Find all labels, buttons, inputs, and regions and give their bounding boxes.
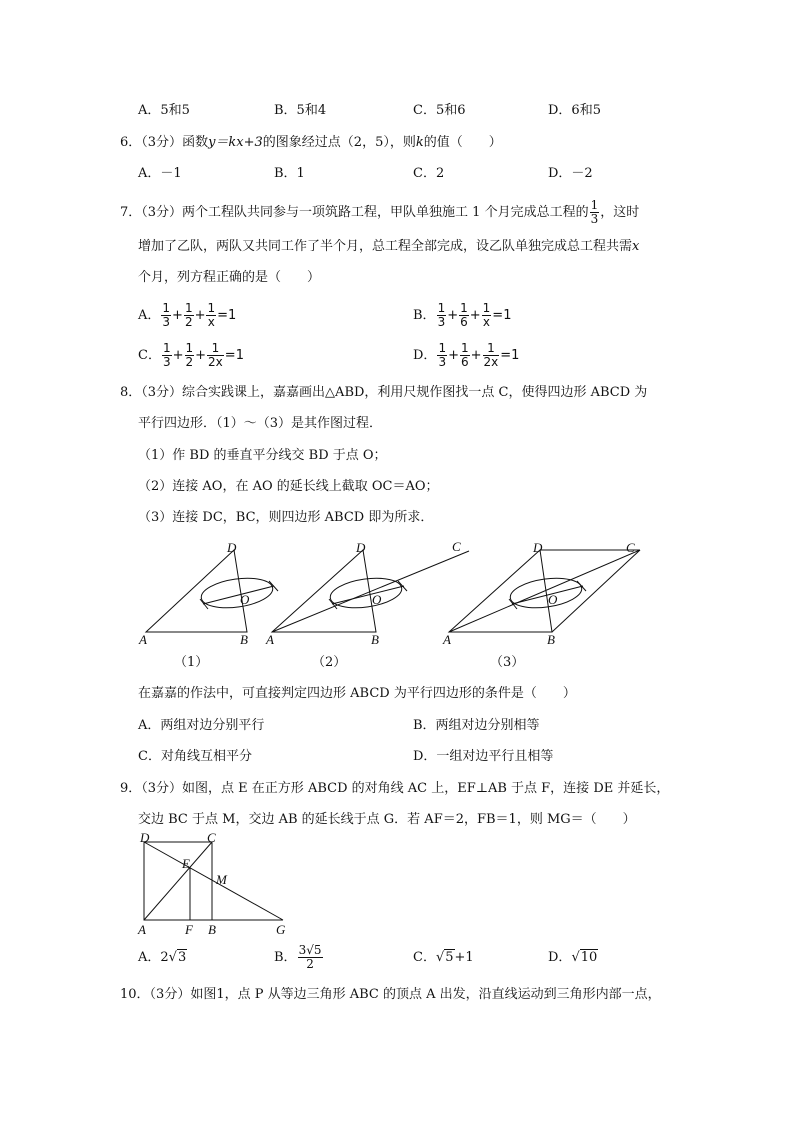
q7-option-a	[138, 300, 236, 332]
q7-option-fraction	[437, 342, 447, 369]
q7-option-tail: =1	[492, 308, 512, 323]
plus-sign: +	[172, 348, 184, 363]
q10-line1-text: （3分）如图1，点 P 从等边三角形 ABC 的顶点 A 出发，沿直线运动到三角形内部一点，	[149, 987, 661, 1002]
q8-step2: （2）连接 AO，在 AO 的延长线上截取 OC＝AO；	[138, 479, 439, 494]
q8-fig-caption-3: （3）	[490, 655, 525, 670]
fig3-label-d: D	[533, 540, 543, 555]
fraction-numerator: 1	[184, 301, 193, 315]
q9-number: 9．	[120, 781, 142, 796]
q6-text-pre: 函数	[182, 135, 209, 150]
fraction-denominator: x	[207, 315, 215, 329]
q5-option-b: B．5和4	[274, 103, 327, 118]
q7-option-fraction	[185, 342, 195, 369]
plus-sign: +	[470, 348, 482, 363]
q6-option-a: A．－1	[138, 166, 182, 181]
q7-frac-num: 1	[590, 198, 599, 212]
q8-line2: 平行四边形．（1）～（3）是其作图过程．	[138, 416, 383, 431]
fraction-denominator: 3	[438, 355, 447, 369]
plus-sign: +	[195, 348, 207, 363]
q7-option-tail: =1	[500, 348, 520, 363]
q7-option-c	[138, 340, 244, 372]
q9-option-a	[138, 948, 187, 968]
q9-option-d-radicand: 10	[580, 950, 598, 965]
q7-var-x: x	[632, 239, 640, 254]
fraction-denominator: 6	[460, 315, 468, 329]
q9-option-d-label: D．	[548, 950, 572, 965]
fraction-denominator: x	[482, 315, 491, 329]
fig1-label-a: A	[139, 632, 147, 647]
q5-option-d: D．6和5	[548, 103, 601, 118]
q7-option-label: C．	[138, 348, 161, 363]
q6-formula: y＝kx+3	[208, 135, 263, 150]
fraction-numerator: 1	[207, 342, 224, 356]
fraction-denominator: 3	[437, 315, 446, 329]
fraction-numerator: 1	[460, 301, 468, 315]
fraction-numerator: 1	[483, 342, 500, 356]
q9-option-c-label: C．	[413, 950, 436, 965]
q9-option-a-coef: 2	[160, 950, 169, 965]
plus-sign: +	[448, 348, 459, 363]
q9-label-b: B	[208, 922, 216, 937]
q7-line2	[138, 237, 639, 257]
q8-option-c: C．对角线互相平分	[138, 749, 252, 764]
fraction-denominator: 6	[460, 355, 469, 369]
q9-label-d: D	[140, 832, 150, 845]
q8-fig-caption-2: （2）	[312, 655, 347, 670]
fraction-denominator: 3	[162, 315, 171, 329]
fig1-label-o: O	[240, 592, 250, 607]
q7-line2-text: 增加了乙队，两队又共同工作了半个月，总工程全部完成，设乙队单独完成总工程共需	[138, 239, 633, 254]
fraction-numerator: 1	[185, 341, 194, 355]
q7-option-fraction	[437, 302, 447, 329]
fig1-label-d: D	[227, 540, 237, 555]
q8-line1	[120, 383, 647, 403]
q10-line1	[120, 985, 661, 1005]
q7-option-fraction	[206, 302, 216, 329]
plus-sign: +	[447, 308, 459, 323]
q10-number: 10．	[120, 987, 150, 1002]
q7-option-fraction	[161, 302, 171, 329]
q9-option-b-frac	[298, 944, 323, 971]
q8-option-b: B．两组对边分别相等	[413, 718, 540, 733]
fig3-label-a: A	[443, 632, 451, 647]
fig2-label-o: O	[372, 592, 382, 607]
q9-option-b-label: B．	[274, 950, 297, 965]
q7-option-fraction	[482, 302, 492, 329]
q7-option-fraction	[207, 342, 224, 369]
fraction-denominator: 2	[184, 315, 193, 329]
fig3-label-o: O	[548, 592, 558, 607]
q8-figure-3	[449, 550, 640, 632]
q9-label-g: G	[276, 922, 286, 937]
q9-label-c: C	[207, 832, 216, 845]
q9-label-a: A	[138, 922, 146, 937]
fraction-numerator: 1	[438, 341, 447, 355]
q9-option-b-num-coef: 3	[298, 943, 307, 957]
q9-option-c	[413, 948, 474, 968]
fraction-numerator: 1	[437, 301, 446, 315]
q5-option-c: C．5和6	[413, 103, 466, 118]
q6-text-end: 的值（ ）	[423, 135, 502, 150]
fig3-label-c: C	[626, 540, 635, 555]
q8-figures	[0, 535, 794, 675]
q7-option-fraction	[483, 342, 500, 369]
fraction-denominator: 3	[162, 355, 171, 369]
q7-option-d	[413, 340, 519, 372]
q7-line3: 个月，列方程正确的是（ ）	[138, 270, 321, 285]
fraction-numerator: 1	[482, 301, 491, 315]
q9-label-e: E	[182, 856, 190, 871]
q8-option-d: D．一组对边平行且相等	[413, 749, 554, 764]
q9-label-m: M	[216, 872, 227, 887]
q9-option-b-num: 3√5	[298, 943, 322, 957]
q9-option-b-num-radicand: 5	[313, 943, 322, 957]
q7-option-label: A．	[138, 308, 161, 323]
q7-option-b	[413, 300, 511, 332]
q8-step3: （3）连接 DC，BC，则四边形 ABCD 即为所求．	[138, 510, 434, 525]
fig1-label-b: B	[240, 632, 248, 647]
q7-option-tail: =1	[217, 308, 237, 323]
q8-question: 在嘉嘉的作法中，可直接判定四边形 ABCD 为平行四边形的条件是（ ）	[138, 686, 576, 701]
fraction-numerator: 1	[162, 301, 171, 315]
q5-option-a: A．5和5	[138, 103, 190, 118]
q9-option-a-label: A．	[138, 950, 161, 965]
q9-option-c-radicand: 5	[445, 950, 454, 965]
q7-number: 7．	[120, 205, 142, 220]
q6-option-b: B．1	[274, 166, 305, 181]
q7-frac-den: 3	[590, 212, 599, 226]
q9-line1-text: （3分）如图，点 E 在正方形 ABCD 的对角线 AC 上，EF⊥AB 于点 F，连接 DE 并延长，	[141, 781, 670, 796]
q8-step1: （1）作 BD 的垂直平分线交 BD 于点 O；	[138, 448, 387, 463]
q9-option-c-tail: +1	[454, 950, 474, 965]
q9-option-c-sqrt: √5	[435, 950, 454, 965]
q9-option-b-den: 2	[306, 957, 314, 971]
q7-option-fraction	[459, 302, 469, 329]
fig3-label-b: B	[547, 632, 555, 647]
q6-stem	[120, 133, 502, 153]
q9-line2: 交边 BC 于点 M，交边 AB 的延长线于点 G．若 AF＝2，FB＝1，则 MG＝（ ）	[138, 812, 636, 827]
q9-label-f: F	[185, 922, 193, 937]
q6-option-c: C．2	[413, 166, 445, 181]
q9-option-b	[274, 942, 324, 974]
fig2-label-d: D	[356, 540, 366, 555]
q9-option-a-radicand: 3	[177, 950, 187, 965]
fraction-numerator: 1	[162, 341, 171, 355]
q8-number: 8．	[120, 385, 142, 400]
plus-sign: +	[172, 308, 183, 323]
plus-sign: +	[469, 308, 481, 323]
q9-option-d	[548, 948, 598, 968]
fraction-denominator: 2x	[483, 355, 499, 369]
q7-line1	[120, 199, 639, 226]
q7-line1-text: （3分）两个工程队共同参与一项筑路工程，甲队单独施工 1 个月完成总工程的	[141, 205, 589, 220]
fig2-label-b: B	[371, 632, 379, 647]
q6-score: （3分）	[141, 135, 183, 150]
fig2-label-a: A	[266, 632, 274, 647]
q9-figure	[130, 832, 300, 940]
plus-sign: +	[194, 308, 206, 323]
q8-figure-2	[272, 550, 469, 632]
fraction-numerator: 1	[207, 301, 216, 315]
q7-option-label: D．	[413, 348, 437, 363]
q8-line1-text: （3分）综合实践课上，嘉嘉画出△ABD，利用尺规作图找一点 C，使得四边形 ABCD 为	[141, 385, 648, 400]
q7-option-fraction	[184, 302, 194, 329]
fraction-denominator: 2	[185, 355, 194, 369]
q9-option-d-sqrt: √10	[571, 950, 598, 965]
q8-figure-1	[146, 550, 278, 632]
q7-option-fraction	[460, 342, 470, 369]
q6-text-post: 的图象经过点（2，5），则	[262, 135, 416, 150]
q6-number: 6．	[120, 135, 142, 150]
q7-option-tail: =1	[224, 348, 244, 363]
q7-option-label: B．	[413, 308, 436, 323]
fraction-denominator: 2x	[208, 355, 223, 369]
q7-line1-end: ，这时	[600, 205, 640, 220]
q8-option-a: A．两组对边分别平行	[138, 718, 265, 733]
q9-line1	[120, 779, 669, 799]
fraction-numerator: 1	[460, 341, 469, 355]
q7-option-fraction	[162, 342, 172, 369]
q6-k: k	[415, 135, 424, 150]
q6-option-d: D．－2	[548, 166, 593, 181]
q9-option-a-sqrt: √3	[168, 950, 187, 965]
q8-fig-caption-1: （1）	[174, 655, 209, 670]
q7-fraction	[590, 199, 600, 226]
fig2-label-c: C	[452, 539, 461, 554]
